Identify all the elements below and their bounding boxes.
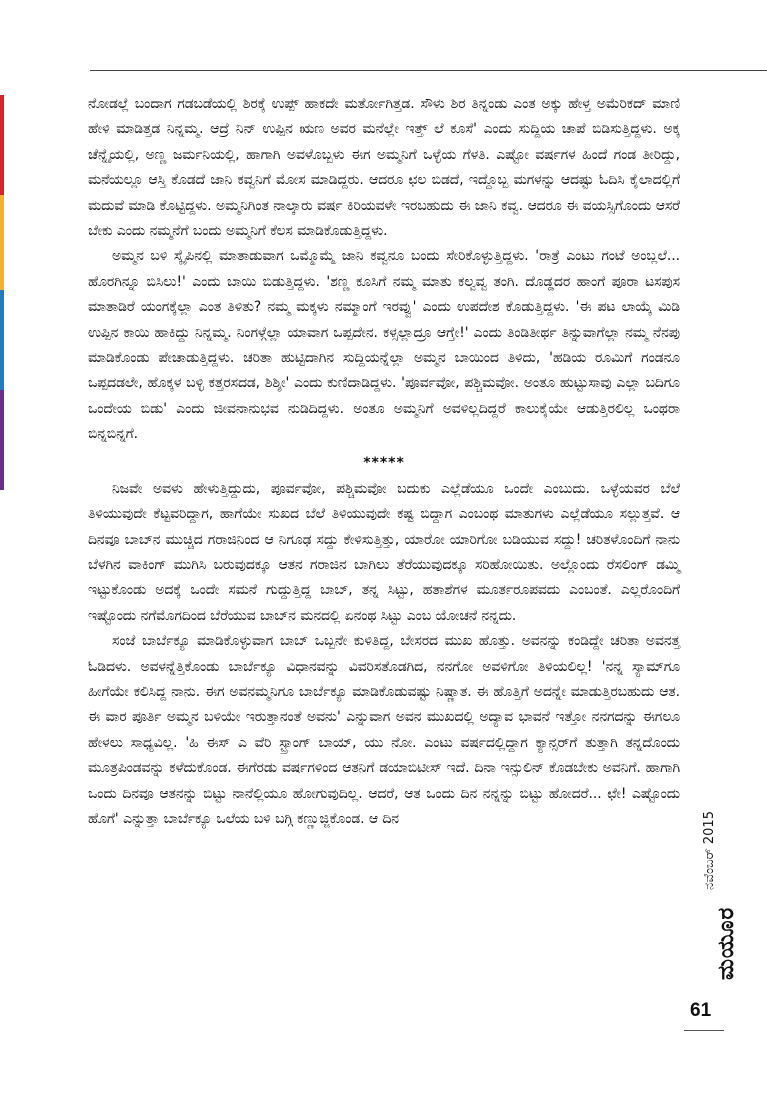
header-rule (90, 70, 767, 71)
stripe-blue (0, 290, 4, 390)
stripe-red (0, 95, 4, 195)
article-body (88, 92, 680, 832)
section-separator: ***** (363, 454, 405, 471)
magazine-name: ಮಯೂರ (714, 906, 739, 980)
page-number: 61 (690, 1000, 712, 1021)
paragraph-1: ನೋಡಲ್ಲೆ ಬಂದಾಗ ಗಡಬಡೆಯಲ್ಲಿ ಶಿರಕ್ಕೆ ಉಪ್ಪ್ ಹಾಕದೇ ಮರ್ತೋಗಿತ್ತಡ. ಸೌಳು ಶಿರ ತಿನ್ನಂಡು ಎಂತ ಅಕ್ಕು ಹೇಳ್ತ ಅಮೆರಿಕದ್ ಮಾಣಿ ಹೇಳಿ ಮಾಡಿತ್ತಡ ನಿನ್ನಮ್ಮ. ಆದ್ರೆ ನಿನ್ ಉಪ್ಪಿನ ಋಣ ಅವರ ಮನೆಲ್ಲೇ ಇತ್ತ್ ಲೆ ಕೂಸೆ' ಎಂದು ಸುದ್ದಿಯ ಚಾಪೆ ಬಿಡಿಸುತ್ತಿದ್ದಳು. ಅಕ್ಕ ಚೆನ್ನೈಯಲ್ಲಿ, ಅಣ್ಣ ಜರ್ಮನಿಯಲ್ಲಿ, ಹಾಗಾಗಿ ಅವಳೊಬ್ಬಳು ಈಗ ಅಮ್ಮನಿಗೆ ಒಳ್ಳೆಯ ಗೆಳತಿ. ಎಷ್ಟೋ ವರ್ಷಗಳ ಹಿಂದೆ ಗಂಡ ತೀರಿದ್ದು, ಮನೆಯಲ್ಲೂ ಆಸ್ತಿ ಕೊಡದೆ ಜಾನಿ ಕವ್ವನಿಗೆ ಮೋಸ ಮಾಡಿದ್ದರು. ಆದರೂ ಛಲ ಬಿಡದೆ, ಇದ್ದೊಬ್ಬ ಮಗಳನ್ನು ಆದಷ್ಟು ಓದಿಸಿ ಕೈಲಾದಲ್ಲಿಗೆ ಮದುವೆ ಮಾಡಿ ಕೊಟ್ಟಿದ್ದಳು. ಅಮ್ಮನಿಗಿಂತ ನಾಲ್ಕಾರು ವರ್ಷ ಕಿರಿಯವಳೇ ಇರಬಹುದು ಈ ಜಾನಿ ಕವ್ವ. ಆದರೂ ಈ ವಯಸ್ಸಿಗೊಂದು ಆಸರೆ ಬೇಕು ಎಂದು ನಮ್ಮನೆಗೆ ಬಂದು ಅಮ್ಮನಿಗೆ ಕೆಲಸ ಮಾಡಿಕೊಡುತ್ತಿದ್ದಳು. (88, 96, 680, 240)
paragraph-2: ಅಮ್ಮನ ಬಳಿ ಸ್ಕೈಪಿನಲ್ಲಿ ಮಾತಾಡುವಾಗ ಒಮ್ಮೊಮ್ಮೆ ಜಾನಿ ಕವ್ವನೂ ಬಂದು ಸೇರಿಕೊಳ್ಳುತ್ತಿದ್ದಳು. 'ರಾತ್ರೆ ಎಂಟು ಗಂಟೆ ಅಂಬ್ಲಲೆ... ಹೊರಗಿನ್ನೂ ಬಿಸಿಲು!' ಎಂದು ಬಾಯಿ ಬಿಡುತ್ತಿದ್ದಳು. 'ಶಣ್ಣ ಕೂಸಿಗೆ ನಮ್ಮ ಮಾತು ಕಲ್ವವ್ವ ತಂಗಿ. ದೊಡ್ಡದರ ಹಾಂಗೆ ಪೂರಾ ಟಸಪುಸ ಮಾತಾಡಿರೆ ಯಂಗಕ್ಕೆಲ್ಲಾ ಎಂತ ತಿಳಿತು? ನಮ್ಮ ಮಕ್ಕಳು ನಮ್ಮಾಂಗೆ ಇರವ್ವು' ಎಂದು ಉಪದೇಶ ಕೊಡುತ್ತಿದ್ದಳು. 'ಈ ಪಟ ಲಾಯ್ಕೆ ಮಿಡಿ ಉಪ್ಪಿನ ಕಾಯಿ ಹಾಕಿದ್ದು ನಿನ್ನಮ್ಮ. ನಿಂಗಳ್ಗೆಲ್ಲಾ ಯಾವಾಗ ಒಪ್ಪದೇನ. ಕಳ್ಸಲ್ಲಾದ್ರೂ ಆಗ್ತೇ!' ಎಂದು ತಿಂಡಿತೀರ್ಥ ತಿನ್ನುವಾಗೆಲ್ಲಾ ನಮ್ಮ ನೆನಪು ಮಾಡಿಕೊಂಡು ಪೇಚಾಡುತ್ತಿದ್ದಳು. ಚರಿತಾ ಹುಟ್ಟಿದಾಗಿನ ಸುದ್ದಿಯನ್ನೆಲ್ಲಾ ಅಮ್ಮನ ಬಾಯಿಂದ ತಿಳಿದು, 'ಹಡಿಯ ರೂಮಿಗೆ ಗಂಡನೂ ಒಪ್ಪದಡಲೇ, ಹೊಕ್ಕಳ ಬಳ್ಳಿ ಕತ್ತರಸದಡ, ಶಿಶ್ಶೀ' ಎಂದು ಕುಣಿದಾಡಿದ್ದಳು. 'ಪೂರ್ವವೋ, ಪಶ್ಚಿಮವೋ. ಅಂತೂ ಹುಟ್ಟುಸಾವು ಎಲ್ಲಾ ಬದಿಗೂ ಒಂದೇಯ ಬಿಡು' ಎಂದು ಜೀವನಾನುಭವ ನುಡಿದಿದ್ದಳು. ಅಂತೂ ಅಮ್ಮನಿಗೆ ಅವಳಿಲ್ಲದಿದ್ದರೆ ಕಾಲುಕೈಯೇ ಆಡುತ್ತಿರಲಿಲ್ಲ ಒಂಥರಾ ಬಿನ್ನಬಿನ್ನಗೆ. (88, 248, 680, 443)
footer-rule (684, 1030, 724, 1031)
magazine-logo (688, 880, 739, 990)
issue-date: ನವೆಂಬರ್ 2015 (702, 811, 717, 890)
stripe-yellow (0, 195, 4, 290)
paragraph-4: ಸಂಜೆ ಬಾರ್ಬೆಕ್ಯೂ ಮಾಡಿಕೊಳ್ಳುವಾಗ ಬಾಬ್ ಒಬ್ಬನೇ ಕುಳಿತಿದ್ದ, ಬೇಸರದ ಮುಖ ಹೊತ್ತು. ಅವನನ್ನು ಕಂಡಿದ್ದೇ ಚರಿತಾ ಅವನತ್ತ ಓಡಿದಳು. ಅವಳನ್ನೆತ್ತಿಕೊಂಡು ಬಾರ್ಬೆಕ್ಯೂ ವಿಧಾನವನ್ನು ವಿವರಿಸತೊಡಗಿದ, ನನಗೋ ಅವಳಿಗೋ ತಿಳಿಯಲಿಲ್ಲ! 'ನನ್ನ ಸ್ಯಾಮ್‌ಗೂ ಹೀಗೆಯೇ ಕಲಿಸಿದ್ದ ನಾನು. ಈಗ ಅವನಮ್ಮನಿಗೂ ಬಾರ್ಬೆಕ್ಯೂ ಮಾಡಿಕೊಡುವಷ್ಟು ನಿಷ್ಣಾತ. ಈ ಹೊತ್ತಿಗೆ ಅದನ್ನೇ ಮಾಡುತ್ತಿರಬಹುದು ಆತ. ಈ ವಾರ ಪೂರ್ತಿ ಅಮ್ಮನ ಬಳಿಯೇ ಇರುತ್ತಾನಂತೆ ಅವನು' ಎನ್ನುವಾಗ ಅವನ ಮುಖದಲ್ಲಿ ಅದ್ಯಾವ ಭಾವನೆ ಇತ್ತೋ ನನಗದನ್ನು ಈಗಲೂ ಹೇಳಲು ಸಾಧ್ಯವಿಲ್ಲ. 'ಹಿ ಈಸ್ ಎ ವೆರಿ ಸ್ಟ್ರಾಂಗ್ ಬಾಯ್, ಯು ನೋ. ಎಂಟು ವರ್ಷದಲ್ಲಿದ್ದಾಗ ಕ್ಯಾನ್ಸರ್‌ಗೆ ತುತ್ತಾಗಿ ತನ್ನದೊಂದು ಮೂತ್ರಪಿಂಡವನ್ನು ಕಳೆದುಕೊಂಡ. ಈಗೆರಡು ವರ್ಷಗಳಿಂದ ಆತನಿಗೆ ಡಯಾಬಿಟೀಸ್ ಇದೆ. ದಿನಾ ಇನ್ಸುಲಿನ್ ಕೊಡಬೇಕು ಅವನಿಗೆ. ಹಾಗಾಗಿ ಒಂದು ದಿನವೂ ಆತನನ್ನು ಬಿಟ್ಟು ನಾನೆಲ್ಲಿಯೂ ಹೋಗುವುದಿಲ್ಲ. ಆದರೆ, ಆತ ಒಂದು ದಿನ ನನ್ನನ್ನು ಬಿಟ್ಟು ಹೋದರೆ... ಛೇ! ಎಷ್ಟೊಂದು ಹೊಗೆ' ಎನ್ನುತ್ತಾ ಬಾರ್ಬೆಕ್ಯೂ ಒಲೆಯ ಬಳಿ ಬಗ್ಗಿ ಕಣ್ಣುಜ್ಜಿಕೊಂಡ. ಆ ದಿನ (88, 633, 680, 827)
left-color-stripe (0, 95, 4, 490)
paragraph-3: ನಿಜವೇ ಅವಳು ಹೇಳುತ್ತಿದ್ದುದು, ಪೂರ್ವವೋ, ಪಶ್ಚಿಮವೋ ಬದುಕು ಎಲ್ಲೆಡೆಯೂ ಒಂದೇ ಎಂಬುದು. ಒಳ್ಳೆಯವರ ಬೆಲೆ ತಿಳಿಯುವುದೇ ಕೆಟ್ಟವರಿದ್ದಾಗ, ಹಾಗೆಯೇ ಸುಖದ ಬೆಲೆ ತಿಳಿಯುವುದೇ ಕಷ್ಟ ಬಿದ್ದಾಗ ಎಂಬಂಥ ಮಾತುಗಳು ಎಲ್ಲೆಡೆಯೂ ಸಲ್ಲುತ್ತವೆ. ಆ ದಿನವೂ ಬಾಬ್‌ನ ಮುಚ್ಚಿದ ಗರಾಜಿನಿಂದ ಆ ನಿಗೂಢ ಸದ್ದು ಕೇಳಿಸುತ್ತಿತ್ತು, ಯಾರೋ ಯಾರಿಗೋ ಬಡಿಯುವ ಸದ್ದು! ಚರಿತಳೊಂದಿಗೆ ನಾನು ಬೆಳಗಿನ ವಾಕಿಂಗ್ ಮುಗಿಸಿ ಬರುವುದಕ್ಕೂ ಆತನ ಗರಾಜಿನ ಬಾಗಿಲು ತೆರೆಯುವುದಕ್ಕೂ ಸರಿಹೋಯಿತು. ಅಲ್ಲೊಂದು ರೆಸಲಿಂಗ್ ಡಮ್ಮಿ ಇಟ್ಟುಕೊಂಡು ಅದಕ್ಕೆ ಒಂದೇ ಸಮನೆ ಗುದ್ದುತ್ತಿದ್ದ ಬಾಬ್, ತನ್ನ ಸಿಟ್ಟು, ಹತಾಶೆಗಳ ಮೂರ್ತರೂಪವದು ಎಂಬಂತೆ. ಎಲ್ಲರೊಂದಿಗೆ ಇಷ್ಟೊಂದು ನಗೆಮೊಗದಿಂದ ಬೆರೆಯುವ ಬಾಬ್‌ನ ಮನದಲ್ಲಿ ಏನಂಥ ಸಿಟ್ಟು ಎಂಬ ಯೋಚನೆ ನನ್ನದು. (88, 480, 680, 624)
stripe-purple (0, 390, 4, 490)
